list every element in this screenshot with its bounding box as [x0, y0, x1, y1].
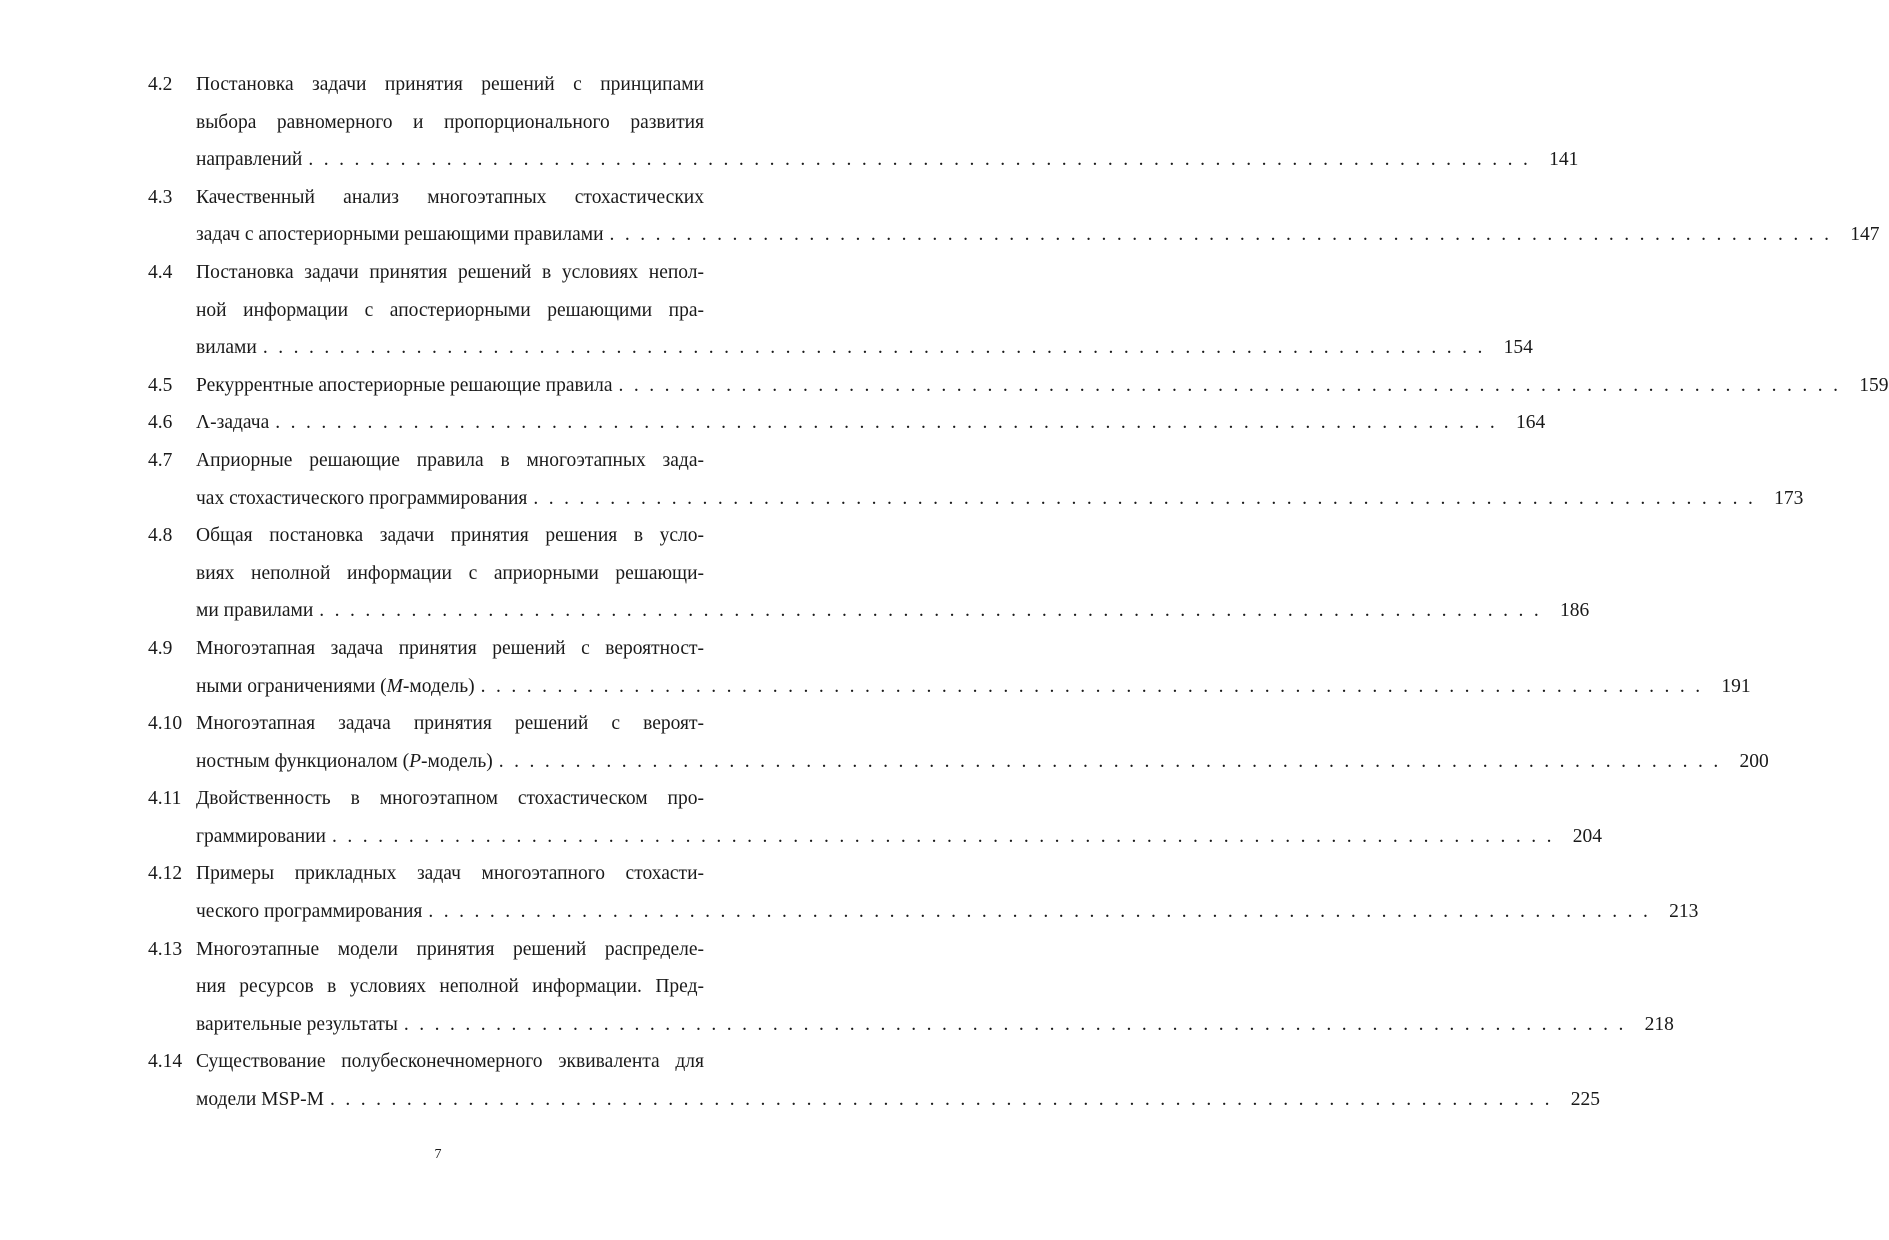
- dot-leader: ................................................................................: [319, 600, 1550, 622]
- page-ref: 218: [1644, 1013, 1674, 1035]
- page-ref: 164: [1516, 412, 1546, 434]
- entry-title-line: Существование полубесконечномерного эквивалента для: [196, 1051, 704, 1073]
- entry-title-line: вилами: [196, 337, 257, 359]
- dot-leader: ................................................................................: [498, 750, 1729, 772]
- entry-title-line: ными ограничениями (M-модель): [196, 675, 475, 697]
- toc-entry: [148, 442, 1804, 517]
- toc-entry: [148, 1043, 1601, 1118]
- entry-title-line: граммировании: [196, 825, 326, 847]
- toc-entry: [148, 931, 1674, 1044]
- page-ref: 173: [1774, 487, 1804, 509]
- toc-entry: [148, 404, 1546, 442]
- entry-title-line: Многоэтапная задача принятия решений с вероят-: [196, 713, 704, 735]
- entry-title-line: Постановка задачи принятия решений в условиях непол-: [196, 261, 704, 283]
- table-of-contents: [148, 66, 1889, 1119]
- dot-leader: ................................................................................: [428, 901, 1659, 923]
- section-number: 4.10: [148, 713, 183, 735]
- section-number: 4.8: [148, 525, 173, 547]
- math-symbol: M: [386, 675, 403, 697]
- entry-title-line: Примеры прикладных задач многоэтапного стохасти-: [196, 863, 704, 885]
- entry-title-line: Рекуррентные апостериорные решающие правила: [196, 374, 613, 396]
- page-ref: 225: [1570, 1089, 1601, 1111]
- entry-title-line: Априорные решающие правила в многоэтапных зада-: [196, 449, 704, 471]
- page-ref: 191: [1721, 675, 1751, 697]
- dot-leader: ................................................................................: [618, 374, 1849, 396]
- section-number: 4.3: [148, 186, 173, 208]
- section-number: 4.13: [148, 938, 183, 960]
- page-ref: 204: [1572, 825, 1602, 847]
- entry-title-line: виях неполной информации с априорными решающи-: [196, 562, 704, 584]
- toc-entry: [148, 630, 1751, 705]
- page-ref: 147: [1850, 224, 1880, 246]
- entry-title-line: ми правилами: [196, 600, 314, 622]
- dot-leader: ................................................................................: [330, 1089, 1561, 1111]
- entry-title-line: модели MSP-M: [196, 1089, 325, 1111]
- section-number: 4.7: [148, 449, 173, 471]
- entry-title-line: варительные результаты: [196, 1013, 398, 1035]
- page-ref: 200: [1739, 750, 1769, 772]
- entry-title-line: Многоэтапные модели принятия решений распределе-: [196, 938, 704, 960]
- entry-title-line: Двойственность в многоэтапном стохастическом про-: [196, 788, 704, 810]
- section-number: 4.11: [148, 788, 182, 810]
- section-number: 4.5: [148, 374, 173, 396]
- dot-leader: ................................................................................: [275, 412, 1506, 434]
- page-ref: 213: [1669, 901, 1699, 923]
- page-ref: 141: [1549, 149, 1579, 171]
- entry-title-line: задач с апостериорными решающими правилами: [196, 224, 604, 246]
- section-number: 4.6: [148, 412, 173, 434]
- dot-leader: ................................................................................: [533, 487, 1764, 509]
- entry-title-line: ной информации с апостериорными решающими пра-: [196, 299, 704, 321]
- dot-leader: ................................................................................: [308, 149, 1539, 171]
- dot-leader: ................................................................................: [331, 825, 1562, 847]
- toc-entry: [148, 855, 1699, 930]
- dot-leader: ................................................................................: [403, 1013, 1634, 1035]
- toc-entry: [148, 66, 1579, 179]
- entry-title-line: Качественный анализ многоэтапных стохастических: [196, 186, 704, 208]
- toc-entry: [148, 179, 1880, 254]
- section-number: 4.14: [148, 1051, 183, 1073]
- entry-title-line: выбора равномерного и пропорционального развития: [196, 111, 704, 133]
- toc-entry: [148, 780, 1602, 855]
- toc-entry: [148, 254, 1533, 367]
- math-symbol: P: [409, 750, 422, 772]
- page-number: 7: [434, 1147, 442, 1162]
- dot-leader: ................................................................................: [480, 675, 1711, 697]
- page-ref: 159: [1859, 374, 1889, 396]
- entry-title-line: Постановка задачи принятия решений с принципами: [196, 74, 704, 95]
- entry-title-line: ностным функционалом (P-модель): [196, 750, 493, 772]
- toc-entry: [148, 367, 1889, 405]
- toc-entry: [148, 705, 1769, 780]
- entry-title-line: Общая постановка задачи принятия решения в усло-: [196, 525, 704, 547]
- section-number: 4.4: [148, 261, 173, 283]
- entry-title-line: ния ресурсов в условиях неполной информации. Пред-: [196, 976, 704, 998]
- page-ref: 186: [1560, 600, 1590, 622]
- entry-title-line: ческого программирования: [196, 901, 423, 923]
- entry-title-line: чах стохастического программирования: [196, 487, 528, 509]
- dot-leader: ................................................................................: [262, 337, 1493, 359]
- entry-title-line: Многоэтапная задача принятия решений с вероятност-: [196, 637, 704, 659]
- entry-title-line: Λ-задача: [196, 412, 270, 434]
- page-ref: 154: [1503, 337, 1533, 359]
- entry-title-line: направлений: [196, 149, 303, 171]
- section-number: 4.12: [148, 863, 183, 885]
- section-number: 4.9: [148, 637, 173, 659]
- toc-entry: [148, 517, 1590, 630]
- section-number: 4.2: [148, 74, 173, 95]
- dot-leader: ................................................................................: [609, 224, 1840, 246]
